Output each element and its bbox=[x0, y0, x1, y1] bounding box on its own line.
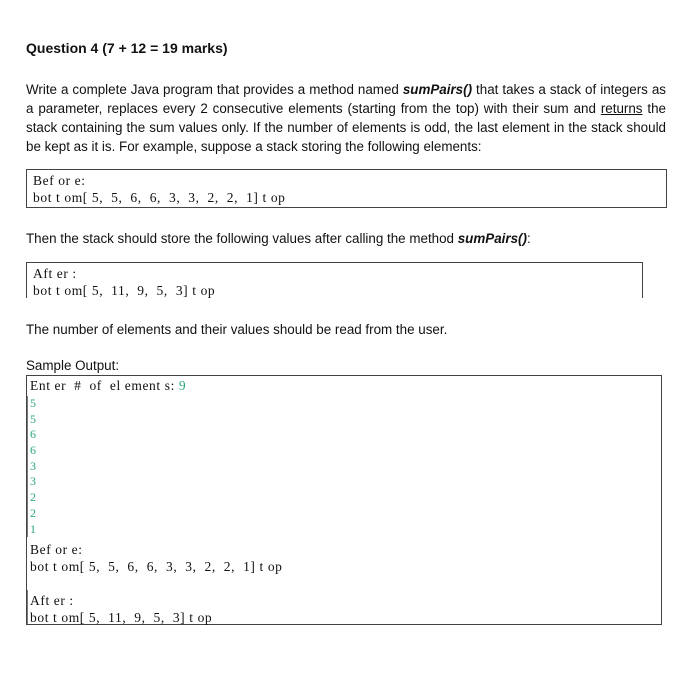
console-after-value: bot t om[ 5, 11, 9, 5, 3] t op bbox=[30, 610, 213, 625]
example-before-label: Bef or e: bbox=[33, 173, 86, 188]
example-after-value: bot t om[ 5, 11, 9, 5, 3] t op bbox=[33, 283, 216, 298]
input-value: 2 bbox=[27, 506, 37, 522]
sample-output-label: Sample Output: bbox=[26, 358, 120, 373]
console-before-value: bot t om[ 5, 5, 6, 6, 3, 3, 2, 2, 1] t op bbox=[30, 559, 283, 574]
input-value: 6 bbox=[27, 427, 37, 443]
after-description bbox=[26, 229, 666, 248]
desc-text-1: Write a complete Java program that provides a method named bbox=[26, 82, 403, 97]
console-prompt bbox=[30, 378, 186, 394]
input-description: The number of elements and their values should be read from the user. bbox=[26, 322, 448, 337]
sample-output-console bbox=[26, 375, 662, 625]
after-desc-text: Then the stack should store the following values after calling the method bbox=[26, 231, 458, 246]
desc-text-2: that takes a stack of integers as a parameter, replaces every 2 consecutive elements (starting from the top) with their sum and bbox=[26, 82, 666, 116]
example-before-value: bot t om[ 5, 5, 6, 6, 3, 3, 2, 2, 1] t op bbox=[33, 190, 286, 205]
input-value: 1 bbox=[27, 522, 37, 538]
input-value: 5 bbox=[27, 412, 37, 428]
input-value: 3 bbox=[27, 474, 37, 490]
prompt-count: 9 bbox=[178, 378, 187, 393]
input-value: 5 bbox=[27, 396, 37, 412]
input-value: 2 bbox=[27, 490, 37, 506]
returns-underlined: returns bbox=[600, 101, 643, 116]
desc-text-3: the stack containing the sum values only. If the number of elements is odd, the last element in the stack should be kept as it is. For example, suppose a stack storing the following elements: bbox=[26, 101, 666, 154]
question-description bbox=[26, 80, 666, 156]
method-name-2: sumPairs() bbox=[457, 231, 527, 246]
after-divider bbox=[27, 590, 28, 624]
prompt-text: Ent er # of el ement s: bbox=[30, 378, 175, 393]
example-after-box bbox=[26, 262, 643, 298]
method-name: sumPairs() bbox=[402, 82, 473, 97]
after-desc-colon: : bbox=[526, 231, 531, 246]
example-after-label: Aft er : bbox=[33, 266, 77, 281]
input-value: 3 bbox=[27, 459, 37, 475]
question-title: Question 4 (7 + 12 = 19 marks) bbox=[26, 40, 228, 56]
console-before-label: Bef or e: bbox=[30, 542, 83, 557]
console-after-label: Aft er : bbox=[30, 593, 74, 608]
example-before-box bbox=[26, 169, 667, 208]
input-values-list bbox=[27, 396, 35, 537]
input-value: 6 bbox=[27, 443, 37, 459]
